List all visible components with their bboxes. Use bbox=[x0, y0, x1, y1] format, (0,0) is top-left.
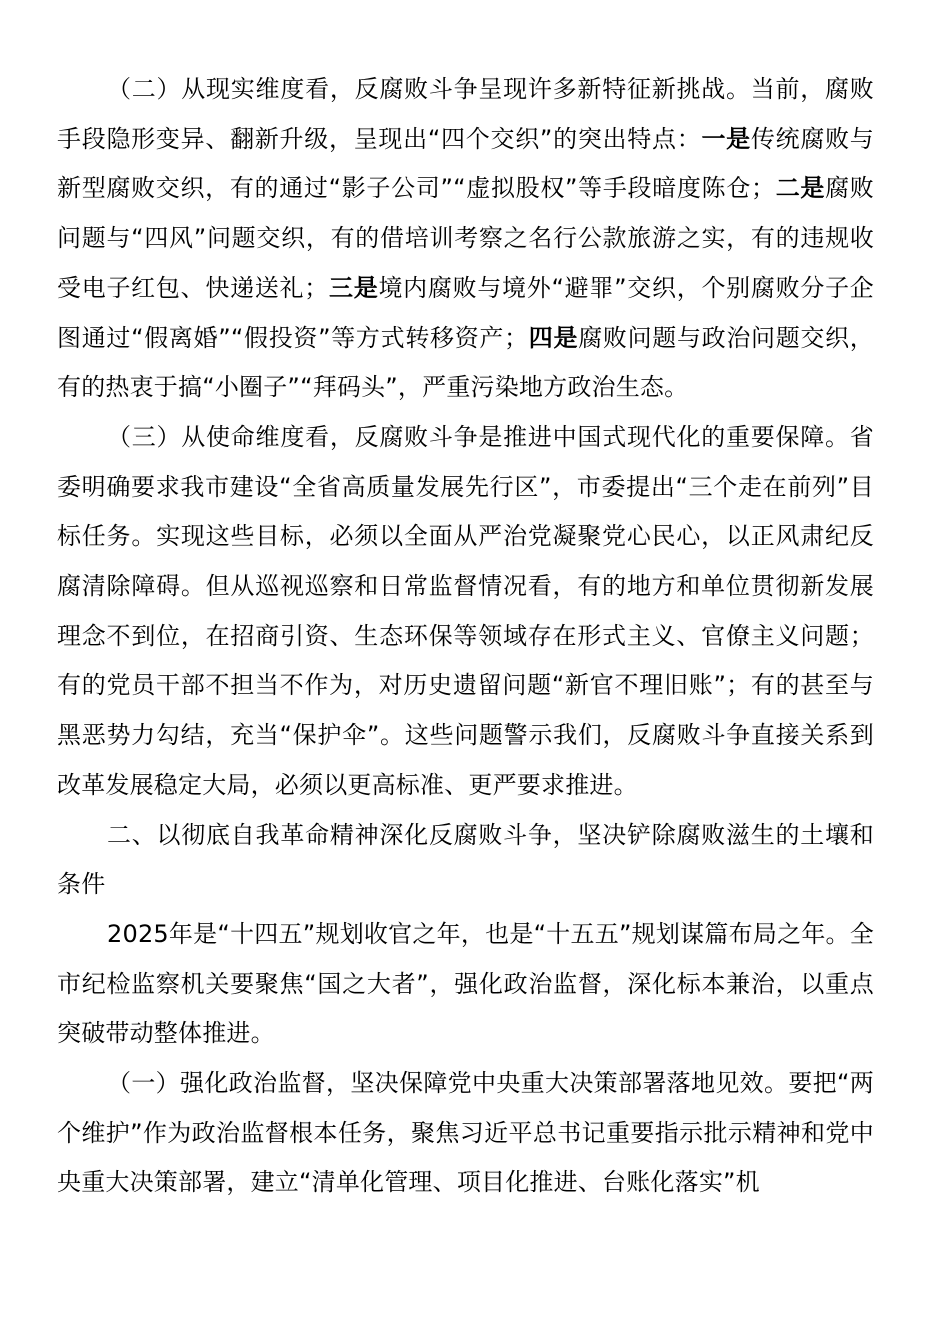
paragraph-practical-dimension bbox=[57, 65, 874, 413]
para1-point-3: 境内腐败与境外“避罪”交织，个别腐败分子企图通过“假离婚”“假投资”等方式转移资产； bbox=[57, 273, 874, 352]
heading-two-text: 二、以彻底自我革命精神深化反腐败斗争，坚决铲除腐败滋生的土壤和条件 bbox=[57, 820, 874, 899]
paragraph-political-supervision bbox=[57, 1059, 874, 1208]
para5-text: （一）强化政治监督，坚决保障党中央重大决策部署落地见效。要把“两个维护”作为政治监督根本任务，聚焦习近平总书记重要指示批示精神和党中央重大决策部署，建立“清单化管理、项目化推进、台账化落实”机 bbox=[57, 1069, 874, 1197]
marker-first: 一是 bbox=[701, 124, 751, 153]
para1-intro: （二）从现实维度看，反腐败斗争呈现许多新特征新挑战。当前，腐败手段隐形变异、翻新升级，呈现出“四个交织”的突出特点： bbox=[57, 75, 874, 153]
marker-second: 二是 bbox=[775, 174, 826, 203]
section-heading-two bbox=[57, 811, 874, 910]
marker-fourth: 四是 bbox=[528, 323, 579, 352]
para4-text: 2025年是“十四五”规划收官之年，也是“十五五”规划谋篇布局之年。全市纪检监察机关要聚焦“国之大者”，强化政治监督，深化标本兼治，以重点突破带动整体推进。 bbox=[57, 919, 874, 1048]
para1-point-2: 腐败问题与“四风”问题交织，有的借培训考察之名行公款旅游之实，有的违规收受电子红包、快递送礼； bbox=[57, 174, 875, 302]
paragraph-mission-dimension bbox=[57, 413, 874, 811]
para2-text: （三）从使命维度看，反腐败斗争是推进中国式现代化的重要保障。省委明确要求我市建设“全省高质量发展先行区”，市委提出“三个走在前列”目标任务。实现这些目标，必须以全面从严治党凝聚党心民心，以正风肃纪反腐清除障碍。但从巡视巡察和日常监督情况看，有的地方和单位贯彻新发展理念不到位，在招商引资、生态环保等领域存在形式主义、官僚主义问题；有的党员干部不担当不作为，对历史遗留问题“新官不理旧账”；有的甚至与黑恶势力勾结，充当“保护伞”。这些问题警示我们，反腐败斗争直接关系到改革发展稳定大局，必须以更高标准、更严要求推进。 bbox=[57, 422, 874, 799]
paragraph-2025-overview bbox=[57, 910, 874, 1059]
para1-point-1: 传统腐败与新型腐败交织，有的通过“影子公司”“虚拟股权”等手段暗度陈仓； bbox=[57, 124, 875, 203]
marker-third: 三是 bbox=[328, 273, 379, 302]
para1-point-4: 腐败问题与政治问题交织，有的热衷于搞“小圈子”“拜码头”，严重污染地方政治生态。 bbox=[57, 323, 875, 402]
